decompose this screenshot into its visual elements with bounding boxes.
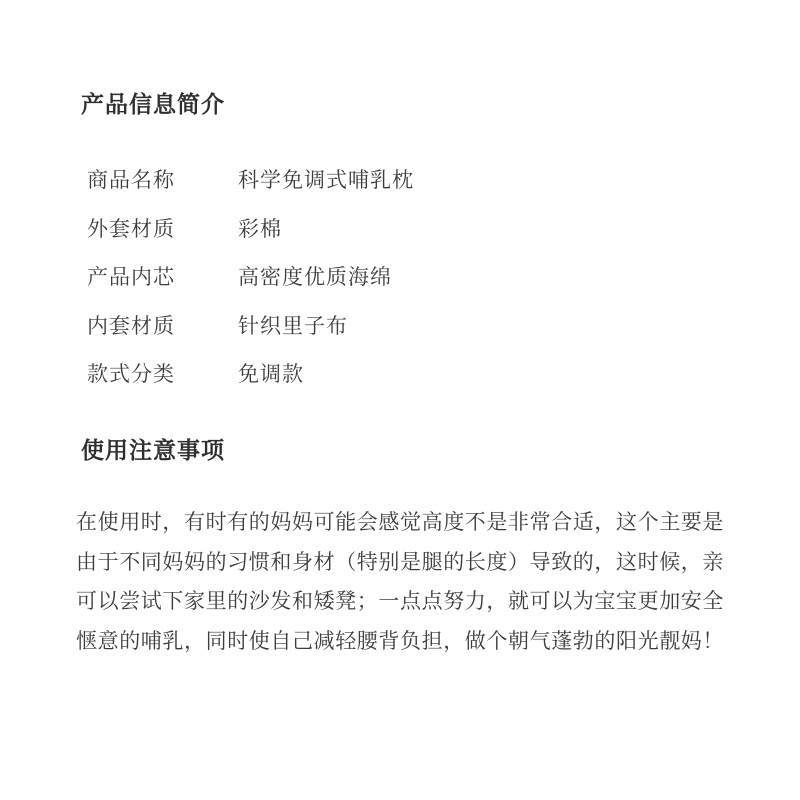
spec-table <box>87 166 414 409</box>
spec-key: 内套材质 <box>87 313 175 338</box>
spec-key: 款式分类 <box>87 362 175 386</box>
spec-row-inner-material <box>87 312 414 361</box>
spec-row-style <box>87 360 414 409</box>
spec-value: 免调款 <box>238 362 304 386</box>
spec-value: 高密度优质海绵 <box>238 265 392 289</box>
usage-notes-title: 使用注意事项 <box>81 438 225 464</box>
product-info-title: 产品信息简介 <box>81 92 225 118</box>
spec-value: 针织里子布 <box>238 313 348 338</box>
spec-key: 外套材质 <box>87 216 175 241</box>
spec-row-core <box>87 263 414 312</box>
spec-value: 科学免调式哺乳枕 <box>238 168 414 192</box>
spec-row-outer-material <box>87 215 414 264</box>
spec-key: 商品名称 <box>87 168 175 192</box>
spec-key: 产品内芯 <box>87 265 175 289</box>
spec-row-product-name <box>87 166 414 215</box>
spec-value: 彩棉 <box>238 216 282 241</box>
usage-notes-paragraph: 在使用时，有时有的妈妈可能会感觉高度不是非常合适，这个主要是由于不同妈妈的习惯和身材（特别是腿的长度）导致的，这时候，亲可以尝试下家里的沙发和矮凳；一点点努力，就可以为宝宝更加安全惬意的哺乳，同时使自己减轻腰背负担，做个朝气蓬勃的阳光靓妈！ <box>76 510 724 653</box>
